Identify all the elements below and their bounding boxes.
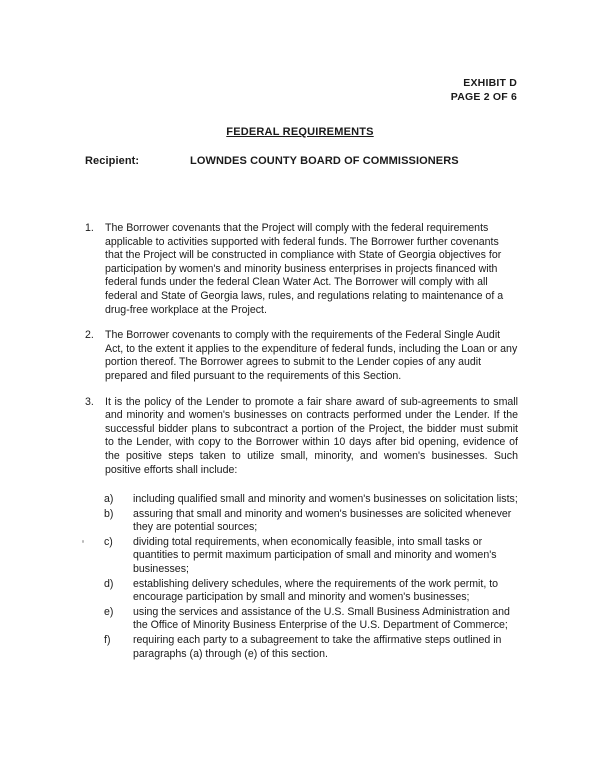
item-marker: 1. [85, 222, 94, 234]
list-item-marker: c) [104, 535, 113, 548]
list-item [104, 536, 518, 577]
list-item [104, 578, 518, 605]
page-header [451, 76, 517, 104]
list-item-marker: e) [104, 605, 114, 618]
list-item-text: dividing total requirements, when economically feasible, into small tasks or quantities to permit maximum participation of small and minority and women's businesses; [133, 535, 497, 576]
list-item [104, 606, 518, 633]
numbered-item [85, 222, 518, 317]
item-text: The Borrower covenants that the Project will comply with the federal requirements applicable to activities supported with federal funds. The Borrower further covenants that the Project will be constructed in compliance with State of Georgia objectives for participation by women's and minority business enterprises in projects financed with federal funds under the federal Clean Water Act. The Borrower will comply with all federal and State of Georgia laws, rules, and regulations relating to maintenance of a drug-free workplace at the Project. [105, 222, 504, 316]
recipient-row [85, 155, 520, 167]
list-item-marker: f) [104, 634, 111, 647]
lettered-sub-list [104, 493, 518, 661]
recipient-value: LOWNDES COUNTY BOARD OF COMMISSIONERS [190, 155, 459, 167]
list-item-marker: b) [104, 507, 114, 520]
document-body [85, 222, 518, 662]
list-item-text: requiring each party to a subagreement to take the affirmative steps outlined in paragraphs (a) through (e) of this section. [133, 634, 502, 660]
list-item [104, 634, 518, 661]
exhibit-label: EXHIBIT D [463, 77, 517, 89]
item-text: The Borrower covenants to comply with the requirements of the Federal Single Audit Act, to the extent it applies to the expenditure of federal funds, including the Loan or any portion thereof. The Borrower agrees to submit to the Lender copies of any audit prepared and filed pursuant to the requirements of this Section. [105, 329, 518, 382]
recipient-label: Recipient: [85, 155, 140, 167]
scan-artifact-speck [82, 540, 84, 543]
list-item-text: including qualified small and minority and women's businesses on solicitation lists; [133, 493, 518, 506]
list-item-marker: a) [104, 493, 114, 506]
list-item [104, 508, 518, 535]
list-item-text: establishing delivery schedules, where the requirements of the work permit, to encourage participation by small and minority and women's businesses; [133, 577, 499, 604]
page-title [0, 126, 600, 138]
numbered-item [85, 329, 518, 383]
item-marker: 2. [85, 329, 94, 342]
list-item-text: assuring that small and minority and women's businesses are solicited whenever they are potential sources; [133, 507, 512, 534]
page-title-text: FEDERAL REQUIREMENTS [226, 126, 374, 138]
numbered-item [85, 396, 518, 478]
item-text: It is the policy of the Lender to promote a fair share award of sub-agreements to small and minority and women's businesses on contracts performed under the Lender. If the successful bidder plans to subcontract a portion of the Project, the bidder must submit to the Lender, with copy to the Borrower within 10 days after bid opening, evidence of the positive steps taken to utilize small, minority, and women's businesses. Such positive efforts shall include: [105, 395, 518, 476]
list-item [104, 493, 518, 507]
list-item-text: using the services and assistance of the U.S. Small Business Administration and the Office of Minority Business Enterprise of the U.S. Department of Commerce; [133, 605, 510, 632]
list-item-marker: d) [104, 577, 114, 590]
page-number-label: PAGE 2 OF 6 [450, 91, 517, 103]
item-marker: 3. [85, 395, 94, 408]
